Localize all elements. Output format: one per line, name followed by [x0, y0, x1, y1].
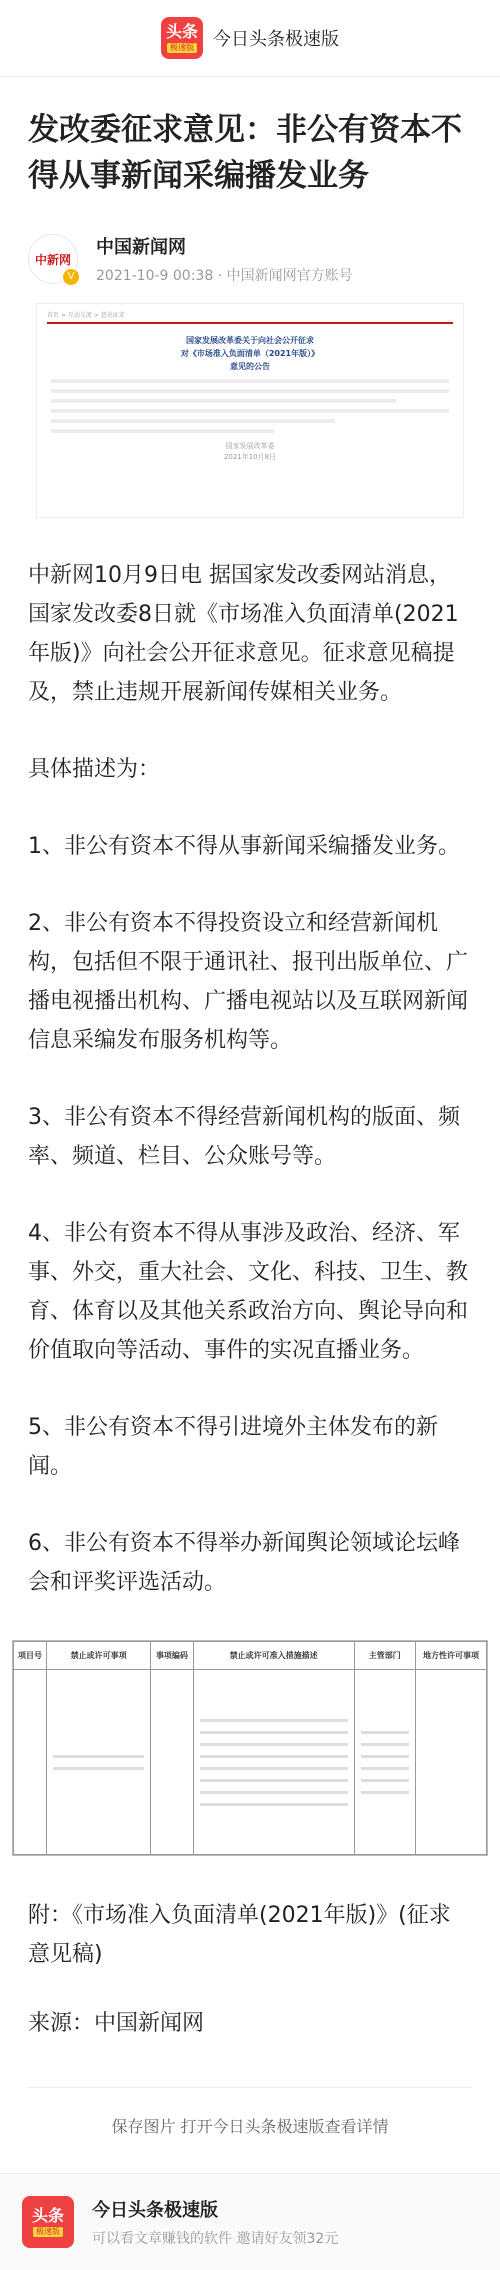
table-cell [193, 1670, 354, 1855]
paragraph: 中新网10月9日电 据国家发改委网站消息，国家发改委8日就《市场准入负面清单(2021年版)》向社会公开征求意见。征求意见稿提及，禁止违规开展新闻传媒相关业务。 [28, 563, 459, 705]
notice-text-line [51, 389, 449, 393]
table-cell [416, 1670, 487, 1855]
notice-text-line [51, 409, 449, 413]
notice-text-line [51, 419, 335, 423]
divider [28, 2087, 472, 2088]
logo-sub: 极速版 [167, 43, 197, 53]
notice-footer [47, 441, 453, 463]
logo-text: 头条 [31, 2206, 64, 2225]
app-header [0, 0, 500, 77]
article-tail [28, 1896, 472, 2043]
table-row [14, 1670, 487, 1855]
save-open-link[interactable]: 保存图片 打开今日头条极速版查看详情 [111, 2117, 389, 2136]
table-cell [47, 1670, 151, 1855]
notice-heading-line3: 意见的公告 [230, 362, 270, 371]
avatar[interactable] [28, 234, 78, 284]
app-name: 今日头条极速版 [213, 29, 339, 50]
banner-subtitle: 可以看文章赚钱的软件 邀请好友领32元 [92, 2231, 339, 2247]
source-text: 来源：中国新闻网 [28, 2011, 205, 2036]
toutiao-logo-icon [161, 17, 203, 59]
table-cell [14, 1670, 47, 1855]
paragraph: 4、非公有资本不得从事涉及政治、经济、军事、外交，重大社会、文化、科技、卫生、教育、体育以及其他关系政治方向、舆论导向和价值取向等活动、事件的实况直播业务。 [28, 1221, 469, 1363]
paragraph: 1、非公有资本不得从事新闻采编播发业务。 [28, 834, 460, 859]
table-image[interactable] [12, 1640, 488, 1856]
table-cell [354, 1670, 415, 1855]
author-row[interactable] [28, 233, 472, 285]
paragraph: 具体描述为： [28, 757, 161, 782]
article-title: 发改委征求意见：非公有资本不得从事新闻采编播发业务 [28, 112, 462, 194]
avatar-text: 中新网 [34, 252, 71, 267]
article-body [28, 556, 472, 1602]
paragraph: 3、非公有资本不得经营新闻机构的版面、频率、频道、栏目、公众账号等。 [28, 1105, 460, 1169]
table-header: 地方性许可事项 [416, 1642, 487, 1670]
table-header: 事项编码 [151, 1642, 194, 1670]
banner-title: 今日头条极速版 [92, 2200, 218, 2221]
notice-footer-line1: 国家发展改革委 [225, 442, 275, 450]
article-meta: 2021-10-9 00:38 · 中国新闻网官方账号 [96, 268, 353, 284]
notice-text-line [51, 399, 396, 403]
notice-breadcrumb: 首页 > 互动交流 > 意见征求 [47, 310, 453, 324]
table-header: 主管部门 [354, 1642, 415, 1670]
verified-badge-icon: V [63, 269, 79, 285]
table-cell [151, 1670, 194, 1855]
table-header: 禁止或许可准入措施描述 [193, 1642, 354, 1670]
table-header: 禁止或许可事项 [47, 1642, 151, 1670]
notice-heading-line1: 国家发展改革委关于向社会公开征求 [186, 336, 314, 345]
notice-text-line [51, 429, 274, 433]
notice-heading-line2: 对《市场准入负面清单（2021年版）》 [180, 349, 320, 358]
download-banner[interactable] [0, 2173, 500, 2270]
notice-footer-line2: 2021年10月8日 [223, 453, 277, 461]
notice-heading [47, 334, 453, 373]
author-name[interactable]: 中国新闻网 [96, 237, 186, 258]
paragraph: 2、非公有资本不得投资设立和经营新闻机构，包括但不限于通讯社、报刊出版单位、广播电视播出机构、广播电视站以及互联网新闻信息采编发布服务机构等。 [28, 911, 469, 1053]
table-header: 项目号 [14, 1642, 47, 1670]
logo-text: 头条 [165, 22, 198, 41]
toutiao-logo-icon [22, 2196, 74, 2248]
notice-image[interactable] [36, 303, 464, 518]
logo-sub: 极速版 [33, 2227, 63, 2237]
notice-text-line [51, 379, 449, 383]
appendix-text: 附：《市场准入负面清单(2021年版)》(征求意见稿) [28, 1903, 451, 1967]
paragraph: 5、非公有资本不得引进境外主体发布的新闻。 [28, 1415, 438, 1479]
paragraph: 6、非公有资本不得举办新闻舆论领域论坛峰会和评奖评选活动。 [28, 1531, 460, 1595]
